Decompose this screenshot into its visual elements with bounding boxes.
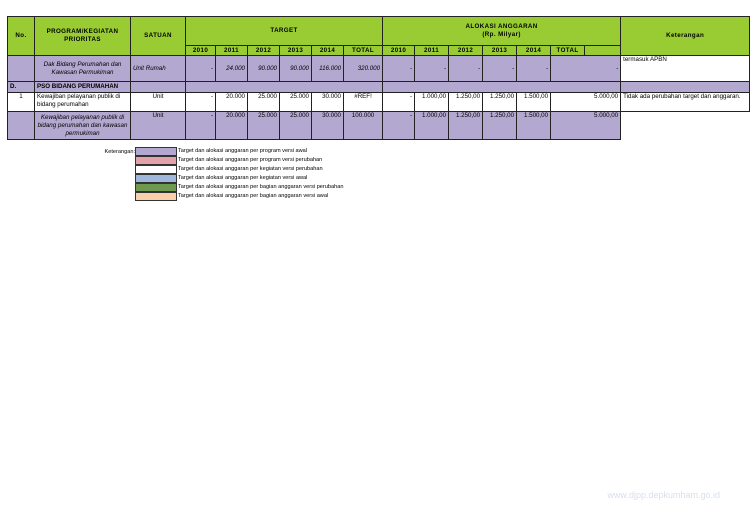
- cell-target: -: [186, 112, 216, 140]
- cell-target: 116.000: [312, 56, 344, 82]
- legend-text: Target dan alokasi anggaran per program versi awal: [178, 148, 308, 154]
- cell-target-total: 320.000: [344, 56, 383, 82]
- header-target-year: 2012: [248, 46, 280, 56]
- cell-alokasi: -: [483, 56, 517, 82]
- header-keterangan: Keterangan: [621, 17, 750, 56]
- cell-keterangan: Tidak ada perubahan target dan anggaran.: [621, 93, 750, 112]
- cell-alokasi: 1.250,00: [483, 93, 517, 112]
- header-program: PROGRAM/KEGIATAN PRIORITAS: [35, 17, 131, 56]
- section-cell: [186, 82, 383, 93]
- cell-no: 1: [8, 93, 35, 112]
- cell-target: 25.000: [280, 112, 312, 140]
- cell-alokasi: 1.500,00: [517, 93, 551, 112]
- header-alokasi-unit: (Rp. Milyar): [482, 31, 521, 38]
- legend-label: Keterangan:: [104, 149, 135, 155]
- header-alokasi-total: TOTAL: [551, 46, 585, 56]
- legend-swatch: [135, 156, 177, 165]
- cell-keterangan: termasuk APBN: [621, 56, 750, 82]
- header-alokasi-year: 2012: [449, 46, 483, 56]
- cell-target: 20.000: [216, 93, 248, 112]
- legend-text: Target dan alokasi anggaran per program versi perubahan: [178, 157, 323, 163]
- cell-program: Kewajiban pelayanan publik di bidang perumahan: [35, 93, 131, 112]
- table-row: [8, 112, 750, 140]
- header-alokasi-title: ALOKASI ANGGARAN: [465, 23, 538, 30]
- cell-alokasi-total: -: [551, 56, 621, 82]
- header-target: TARGET: [186, 17, 383, 46]
- legend-text: Target dan alokasi anggaran per kegiatan versi awal: [178, 175, 308, 181]
- header-target-year: 2013: [280, 46, 312, 56]
- cell-alokasi: -: [383, 112, 415, 140]
- legend-swatch: [135, 147, 177, 156]
- cell-satuan: Unit: [131, 93, 186, 112]
- legend-text: Target dan alokasi anggaran per bagian anggaran versi perubahan: [178, 184, 344, 190]
- legend-swatch: [135, 165, 177, 174]
- cell-target: 25.000: [248, 93, 280, 112]
- cell-alokasi: 1.000,00: [415, 112, 449, 140]
- footer-watermark: www.djpp.depkumham.go.id: [607, 490, 720, 500]
- cell-target: 25.000: [248, 112, 280, 140]
- cell-target: 20.000: [216, 112, 248, 140]
- cell-target-total: 100.000: [344, 112, 383, 140]
- legend-text: Target dan alokasi anggaran per kegiatan versi perubahan: [178, 166, 323, 172]
- header-target-year: 2011: [216, 46, 248, 56]
- cell-satuan: Unit Rumah: [131, 56, 186, 82]
- cell-target: 24.000: [216, 56, 248, 82]
- section-row: [8, 82, 750, 93]
- cell-no: [8, 56, 35, 82]
- cell-target: 90.000: [280, 56, 312, 82]
- legend-swatch: [135, 192, 177, 201]
- legend-text: Target dan alokasi anggaran per bagian anggaran versi awal: [178, 193, 329, 199]
- section-cell: [621, 82, 750, 93]
- cell-alokasi-total: 5.000,00: [551, 112, 621, 140]
- cell-alokasi: -: [383, 56, 415, 82]
- cell-no: [8, 112, 35, 140]
- cell-alokasi: 1.250,00: [449, 112, 483, 140]
- cell-alokasi: -: [383, 93, 415, 112]
- header-target-year: 2010: [186, 46, 216, 56]
- cell-alokasi: -: [517, 56, 551, 82]
- header-alokasi-year: 2011: [415, 46, 449, 56]
- legend-swatch: [135, 183, 177, 192]
- header-target-total: TOTAL: [344, 46, 383, 56]
- cell-keterangan: [621, 112, 750, 140]
- header-satuan: SATUAN: [131, 17, 186, 56]
- header-spacer: [585, 46, 621, 56]
- cell-program: Dak Bidang Perumahan dan Kawasan Permukiman: [35, 56, 131, 82]
- header-alokasi: [383, 17, 621, 46]
- budget-table: [7, 16, 750, 140]
- cell-alokasi: -: [449, 56, 483, 82]
- cell-alokasi: 1.250,00: [449, 93, 483, 112]
- cell-target-total: #REF!: [344, 93, 383, 112]
- cell-target: -: [186, 56, 216, 82]
- section-cell: [131, 82, 186, 93]
- header-alokasi-year: 2010: [383, 46, 415, 56]
- header-target-year: 2014: [312, 46, 344, 56]
- cell-satuan: Unit: [131, 112, 186, 140]
- section-title: PSO BIDANG PERUMAHAN: [35, 82, 131, 93]
- legend-swatch: [135, 174, 177, 183]
- cell-target: 90.000: [248, 56, 280, 82]
- cell-target: -: [186, 93, 216, 112]
- header-alokasi-year: 2013: [483, 46, 517, 56]
- cell-alokasi: 1.250,00: [483, 112, 517, 140]
- cell-target: 30.000: [312, 112, 344, 140]
- cell-target: 25.000: [280, 93, 312, 112]
- cell-target: 30.000: [312, 93, 344, 112]
- header-no: No.: [8, 17, 35, 56]
- header-alokasi-year: 2014: [517, 46, 551, 56]
- cell-alokasi: 1.500,00: [517, 112, 551, 140]
- cell-alokasi: 1.000,00: [415, 93, 449, 112]
- cell-alokasi: -: [415, 56, 449, 82]
- cell-alokasi-total: 5.000,00: [551, 93, 621, 112]
- section-cell: [383, 82, 621, 93]
- table-row: [8, 56, 750, 82]
- cell-program: Kewajiban pelayanan publik di bidang perumahan dan kawasan permukiman: [35, 112, 131, 140]
- table-row: [8, 93, 750, 112]
- section-no: D.: [8, 82, 35, 93]
